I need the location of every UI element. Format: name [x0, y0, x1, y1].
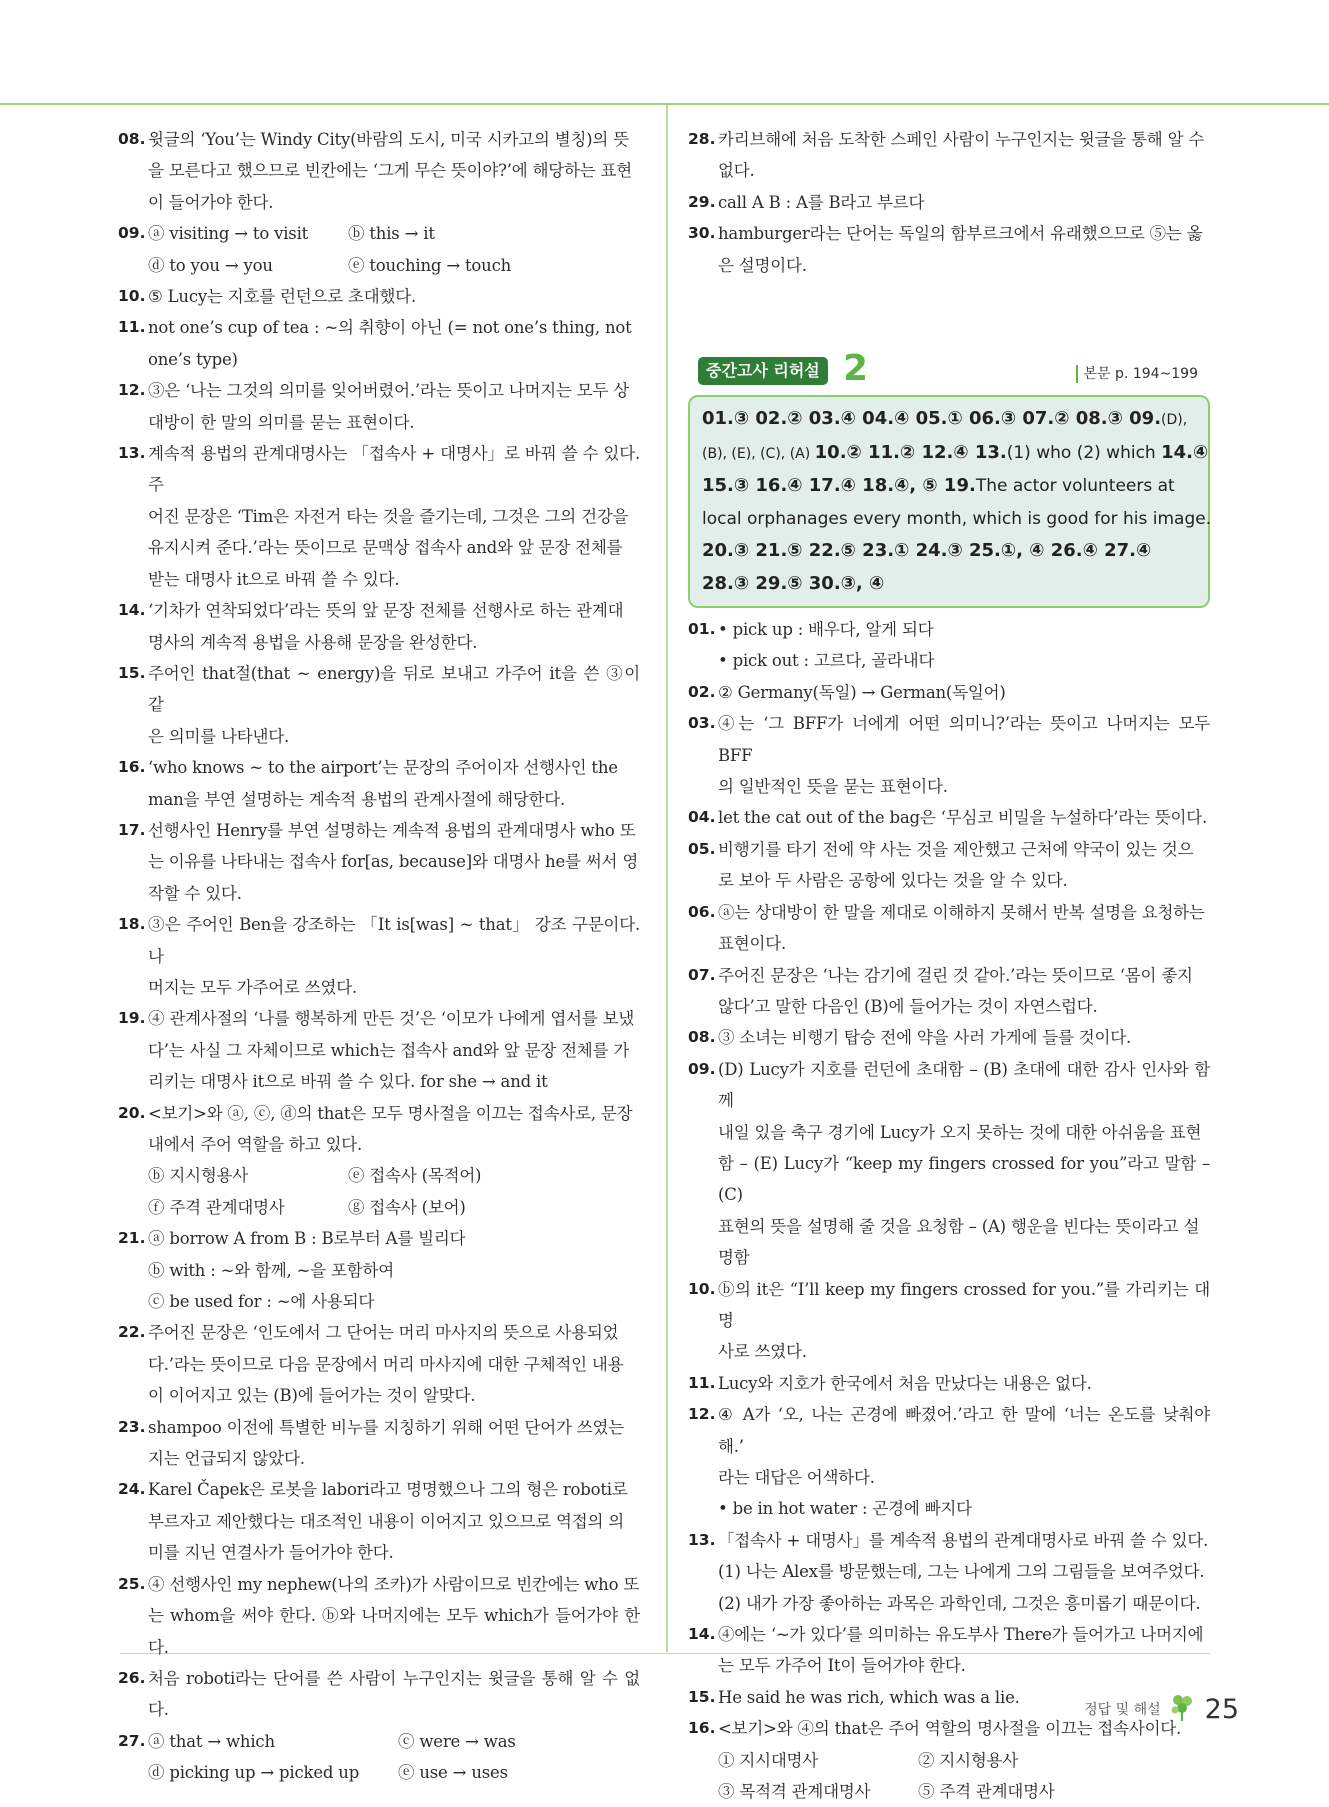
entry-line: 미를 지닌 연결사가 들어가야 한다. [148, 1543, 394, 1563]
entry-line: ④는 ‘그 BFF가 너에게 어떤 의미니?’라는 뜻이고 나머지는 모두 BFF [718, 714, 1210, 765]
entry-line: man을 부연 설명하는 계속적 용법의 관계사절에 해당한다. [148, 789, 566, 809]
answer-entry [118, 375, 640, 438]
answer-entry [688, 897, 1210, 960]
answer-entry [118, 815, 640, 909]
answer-entry [688, 1399, 1210, 1525]
entry-line: 이 이어지고 있는 (B)에 들어가는 것이 알맞다. [148, 1386, 476, 1406]
entry-line: let the cat out of the bag은 ‘무심코 비밀을 누설하다’라는 뜻이다. [718, 808, 1208, 828]
entry-body [718, 1619, 1210, 1682]
answer-segment: (D), [1161, 412, 1188, 429]
answer-entry [688, 834, 1210, 897]
pair-cell: ⓖ 접속사 (보어) [348, 1197, 466, 1217]
entry-line: 「접속사 + 대명사」를 계속적 용법의 관계대명사로 바꿔 쓸 수 있다. [718, 1530, 1209, 1550]
entry-pair [148, 250, 640, 281]
answer-entry [118, 438, 640, 595]
top-rule [0, 103, 1329, 105]
entry-number: 29. [688, 192, 716, 211]
entry-number: 07. [688, 965, 716, 984]
answer-entry [118, 909, 640, 1003]
answer-entry [118, 312, 640, 375]
answer-segment: The actor volunteers at [975, 476, 1175, 497]
entry-number: 24. [118, 1480, 146, 1499]
entry-number: 23. [118, 1417, 146, 1436]
answer-box [688, 395, 1210, 608]
entry-line: • pick up : 배우다, 알게 되다 [718, 620, 934, 640]
entry-body [148, 375, 640, 438]
entry-body [718, 1399, 1210, 1525]
answer-entry [688, 708, 1210, 802]
answer-line [702, 437, 1209, 471]
answer-line [702, 503, 1212, 536]
entry-number: 11. [688, 1373, 716, 1392]
entry-number: 06. [688, 902, 716, 921]
entry-line: ④ 선행사인 my nephew(나의 조카)가 사람이므로 빈칸에는 who 또 [148, 1574, 640, 1594]
pair-cell: ⓑ this → it [348, 224, 435, 244]
answer-entry [118, 1412, 640, 1475]
page-number: 25 [1204, 1693, 1239, 1725]
right-column [688, 124, 1210, 1807]
pair-cell: ⓔ touching → touch [348, 255, 512, 275]
entry-line: 주어진 문장은 ‘나는 감기에 걸린 것 같아.’라는 뜻이므로 ‘몸이 좋지 [718, 965, 1193, 985]
entry-body [718, 1525, 1210, 1619]
entry-body [718, 677, 1210, 708]
entry-number: 26. [118, 1668, 146, 1687]
pair-cell: ⓐ that → which [148, 1731, 275, 1751]
answer-entry [688, 677, 1210, 708]
entry-line: ② Germany(독일) → German(독일어) [718, 682, 1006, 702]
answer-line [702, 470, 1196, 503]
entry-line: 명함 [718, 1248, 750, 1268]
answer-line [702, 403, 1196, 437]
entry-line: not one’s cup of tea : ~의 취향이 아닌 (= not one’s thing, not [148, 318, 632, 338]
entry-number: 14. [118, 601, 146, 620]
entry-body [718, 802, 1210, 833]
entry-line: 부르자고 제안했다는 대조적인 내용이 이어지고 있으므로 역접의 의 [148, 1511, 625, 1531]
entry-line: 는 모두 가주어 It이 들어가야 한다. [718, 1656, 966, 1676]
answer-segment: 01.③ 02.② 03.④ 04.④ 05.① 06.③ 07.② 08.③ 09. [702, 408, 1162, 430]
entry-line: He said he was rich, which was a lie. [718, 1687, 1020, 1707]
pair-cell: ⓓ picking up → picked up [148, 1763, 360, 1783]
entry-line: 은 의미를 나타낸다. [148, 726, 290, 746]
entry-line: 명사의 계속적 용법을 사용해 문장을 완성한다. [148, 632, 478, 652]
entry-number: 05. [688, 839, 716, 858]
entry-line: 라는 대답은 어색하다. [718, 1468, 875, 1487]
entry-body [718, 187, 1210, 218]
entry-line: <보기>와 ④의 that은 주어 역할의 명사절을 이끄는 접속사이다. [718, 1719, 1182, 1739]
answer-segment: (1) who (2) which [1006, 442, 1162, 463]
entry-line: 내일 있을 축구 경기에 Lucy가 오지 못하는 것에 대한 아쉬움을 표현 [718, 1122, 1202, 1142]
entry-body [148, 909, 640, 1003]
entry-line: 없다. [718, 161, 755, 181]
entry-number: 15. [118, 663, 146, 682]
answer-entry [688, 1713, 1210, 1807]
entry-line: 윗글의 ‘You’는 Windy City(바람의 도시, 미국 시카고의 별칭)의 뜻 [148, 130, 629, 149]
entry-line: 리키는 대명사 it으로 바꿔 쓸 수 있다. for she → and it [148, 1072, 548, 1092]
entry-line: 내에서 주어 역할을 하고 있다. [148, 1135, 363, 1154]
entry-line: call A B : A를 B라고 부르다 [718, 192, 925, 212]
entry-body [718, 614, 1210, 677]
entry-body [148, 281, 640, 312]
entry-line: 작할 수 있다. [148, 883, 242, 903]
pair-cell: ⓕ 주격 관계대명사 [148, 1197, 285, 1217]
entry-line: ④에는 ‘~가 있다’를 의미하는 유도부사 There가 들어가고 나머지에 [718, 1625, 1204, 1645]
pair-cell: ⓒ were → was [398, 1731, 516, 1751]
entry-number: 08. [118, 130, 146, 148]
entry-line: 머지는 모두 가주어로 쓰였다. [148, 977, 358, 997]
answer-entry [688, 1368, 1210, 1399]
entry-body [148, 1223, 640, 1317]
pair-cell: ② 지시형용사 [918, 1750, 1019, 1770]
answer-entry [118, 281, 640, 312]
entry-body [718, 1054, 1210, 1274]
entry-body [718, 960, 1210, 1023]
entry-line: 지는 언급되지 않았다. [148, 1449, 305, 1469]
entry-line: (2) 내가 가장 좋아하는 과목은 과학인데, 그것은 흥미롭기 때문이다. [718, 1593, 1201, 1613]
entry-line: 계속적 용법의 관계대명사는 「접속사 + 대명사」로 바꿔 쓸 수 있다. 주 [148, 444, 640, 495]
left-column [118, 124, 640, 1789]
entry-line: 이 들어가야 한다. [148, 192, 274, 212]
entry-number: 01. [688, 620, 716, 639]
entry-line: 대방이 한 말의 의미를 묻는 표현이다. [148, 412, 415, 432]
entry-number: 17. [118, 820, 146, 839]
entry-line: ⓒ be used for : ~에 사용되다 [148, 1292, 375, 1312]
pair-cell: ③ 목적격 관계대명사 [718, 1782, 871, 1802]
entry-body [718, 1713, 1210, 1807]
entry-body [148, 595, 640, 658]
entry-line: 주어인 that절(that ~ energy)을 뒤로 보내고 가주어 it을 쓴 ③이 같 [148, 663, 640, 715]
entry-body [148, 658, 640, 752]
answer-entry [118, 124, 640, 218]
entry-number: 09. [118, 224, 146, 243]
entry-pair [148, 1726, 640, 1757]
entry-number: 15. [688, 1687, 716, 1706]
right-bottom-entries [688, 614, 1210, 1807]
entry-number: 10. [688, 1279, 716, 1298]
entry-line: ‘who knows ~ to the airport’는 문장의 주어이자 선행사인 the [148, 758, 618, 778]
entry-number: 04. [688, 808, 716, 827]
answer-entry [688, 802, 1210, 833]
entry-number: 12. [688, 1405, 716, 1424]
rehearsal-header [688, 348, 1210, 395]
entry-body [718, 1274, 1210, 1368]
entry-body [148, 218, 640, 281]
pair-cell: ⓑ 지시형용사 [148, 1166, 249, 1186]
answer-entry [688, 124, 1210, 187]
entry-line: ⓑ with : ~와 함께, ~을 포함하여 [148, 1260, 394, 1280]
entry-pair [718, 1776, 1210, 1807]
entry-number: 11. [118, 318, 146, 337]
entry-line: (D) Lucy가 지호를 런던에 초대함 – (B) 초대에 대한 감사 인사와 함께 [718, 1059, 1210, 1111]
entry-number: 02. [688, 682, 716, 701]
answer-segment: 20.③ 21.⑤ 22.⑤ 23.① 24.③ 25.①, ④ 26.④ 27.④ [702, 540, 1152, 562]
entry-number: 12. [118, 381, 146, 400]
entry-body [148, 124, 640, 218]
entry-line: 은 설명이다. [718, 255, 807, 275]
answer-entry [118, 595, 640, 658]
answer-line [702, 535, 1196, 568]
entry-line: <보기>와 ⓐ, ⓒ, ⓓ의 that은 모두 명사절을 이끄는 접속사로, 문장 [148, 1103, 633, 1123]
entry-line: ⓐ borrow A from B : B로부터 A를 빌리다 [148, 1229, 466, 1249]
entry-line: • be in hot water : 곤경에 빠지다 [718, 1499, 972, 1519]
answer-entry [688, 1054, 1210, 1274]
entry-pair [718, 1745, 1210, 1776]
entry-line: 는 이유를 나타내는 접속사 for[as, because]와 대명사 he를 써서 영 [148, 852, 639, 872]
answer-entry [118, 752, 640, 815]
entry-line: ③은 ‘나는 그것의 의미를 잊어버렸어.’라는 뜻이고 나머지는 모두 상 [148, 381, 630, 401]
pair-cell: ⓔ 접속사 (목적어) [348, 1166, 482, 1186]
entry-body [148, 815, 640, 909]
answer-entry [688, 1022, 1210, 1053]
entry-body [148, 1726, 640, 1789]
entry-body [148, 1003, 640, 1097]
entry-line: shampoo 이전에 특별한 비누를 지칭하기 위해 어떤 단어가 쓰였는 [148, 1417, 624, 1437]
answer-segment: 10.② 11.② 12.④ 13. [814, 441, 1007, 463]
answer-entry [118, 1726, 640, 1789]
entry-line: 주어진 문장은 ‘인도에서 그 단어는 머리 마사지의 뜻으로 사용되었 [148, 1323, 619, 1343]
answer-segment: 15.③ 16.④ 17.④ 18.④, ⑤ 19. [702, 475, 976, 497]
entry-body [718, 834, 1210, 897]
entry-number: 27. [118, 1731, 146, 1750]
entry-line: ④ A가 ‘오, 나는 곤경에 빠졌어.’라고 한 말에 ‘너는 온도를 낮춰야 해.’ [718, 1405, 1210, 1456]
entry-line: 사로 쓰였다. [718, 1342, 807, 1362]
entry-number: 14. [688, 1625, 716, 1644]
answer-segment: local orphanages every month, which is good for his image. [702, 508, 1212, 529]
entry-line: 표현이다. [718, 934, 787, 954]
answer-entry [118, 1098, 640, 1224]
entry-line: Lucy와 지호가 한국에서 처음 만났다는 내용은 없다. [718, 1373, 1092, 1393]
entry-body [148, 752, 640, 815]
answer-line [702, 568, 1196, 601]
entry-line: ‘기차가 연착되었다’라는 뜻의 앞 문장 전체를 선행사로 하는 관계대 [148, 601, 624, 621]
answer-entry [118, 1003, 640, 1097]
entry-line: 다.’라는 뜻이므로 다음 문장에서 머리 마사지에 대한 구체적인 내용 [148, 1354, 624, 1374]
answer-entry [688, 1274, 1210, 1368]
entry-body [718, 1368, 1210, 1399]
pair-cell: ⓐ visiting → to visit [148, 224, 309, 244]
entry-line: ③ 소녀는 비행기 탑승 전에 약을 사러 가게에 들를 것이다. [718, 1028, 1132, 1048]
entry-number: 20. [118, 1103, 146, 1122]
entry-line: 비행기를 타기 전에 약 사는 것을 제안했고 근처에 약국이 있는 것으 [718, 839, 1194, 859]
entry-line: 유지시켜 준다.’라는 뜻이므로 문맥상 접속사 and와 앞 문장 전체를 [148, 538, 623, 558]
entry-line: ⓑ의 it은 “I’ll keep my fingers crossed for you.”를 가리키는 대명 [718, 1279, 1210, 1330]
answer-entry [118, 1223, 640, 1317]
answer-entry [118, 1474, 640, 1568]
entry-line: Karel Čapek은 로봇을 labori라고 명명했으나 그의 형은 roboti로 [148, 1480, 628, 1500]
answer-entry [688, 1619, 1210, 1682]
answer-segment: 28.③ 29.⑤ 30.③, ④ [702, 572, 885, 594]
answer-entry [118, 658, 640, 752]
entry-line: 을 모른다고 했으므로 빈칸에는 ‘그게 무슨 뜻이야?’에 해당하는 표현 [148, 161, 633, 181]
entry-number: 13. [118, 444, 146, 463]
entry-body [718, 124, 1210, 187]
entry-line: 카리브해에 처음 도착한 스페인 사람이 누구인지는 윗글을 통해 알 수 [718, 130, 1205, 149]
answer-segment: 14.④ [1161, 441, 1209, 463]
answer-segment: (B), (E), (C), (A) [702, 445, 815, 462]
entry-line: (1) 나는 Alex를 방문했는데, 그는 나에게 그의 그림들을 보여주었다. [718, 1562, 1205, 1582]
footer-label: 정답 및 해설 [1084, 1702, 1161, 1718]
entry-body [718, 1022, 1210, 1053]
answer-entry [118, 1317, 640, 1411]
rehearsal-page-ref: 본문 p. 194~199 [1076, 365, 1198, 383]
pair-cell: ⓔ use → uses [398, 1763, 508, 1783]
entry-line: 로 보아 두 사람은 공항에 있다는 것을 알 수 있다. [718, 871, 1068, 891]
entry-number: 25. [118, 1574, 146, 1593]
entry-body [718, 708, 1210, 802]
entry-line: ⑤ Lucy는 지호를 런던으로 초대했다. [148, 287, 417, 307]
answer-entry [118, 218, 640, 281]
entry-line: 처음 roboti라는 단어를 쓴 사람이 누구인지는 윗글을 통해 알 수 없다. [148, 1668, 640, 1720]
entry-line: one’s type) [148, 349, 238, 369]
right-top-entries [688, 124, 1210, 281]
entry-body [718, 218, 1210, 281]
answer-entry [688, 614, 1210, 677]
rehearsal-number: 2 [843, 348, 869, 390]
leaf-cluster-icon [1169, 1692, 1195, 1726]
entry-line: ④ 관계사절의 ‘나를 행복하게 만든 것’은 ‘이모가 나에게 엽서를 보냈 [148, 1009, 635, 1029]
entry-line: 않다’고 말한 다음인 (B)에 들어가는 것이 자연스럽다. [718, 996, 1098, 1016]
entry-line: • pick out : 고르다, 골라내다 [718, 651, 935, 671]
entry-number: 19. [118, 1009, 146, 1028]
rehearsal-badge: 중간고사 리허설 [698, 357, 828, 385]
pair-cell: ① 지시대명사 [718, 1750, 819, 1770]
column-divider [666, 105, 668, 1652]
entry-body [148, 1569, 640, 1663]
entry-line: 표현의 뜻을 설명해 줄 것을 요청함 – (A) 행운을 빈다는 뜻이라고 설 [718, 1216, 1200, 1236]
footer [1084, 1692, 1239, 1726]
pair-cell: ⑤ 주격 관계대명사 [918, 1782, 1055, 1802]
answer-entry [688, 218, 1210, 281]
entry-pair [148, 218, 640, 249]
entry-line: 어진 문장은 ‘Tim은 자전거 타는 것을 즐기는데, 그것은 그의 건강을 [148, 506, 629, 526]
entry-number: 09. [688, 1059, 716, 1078]
entry-body [718, 897, 1210, 960]
answer-entry [688, 187, 1210, 218]
entry-line: 선행사인 Henry를 부연 설명하는 계속적 용법의 관계대명사 who 또 [148, 820, 636, 840]
answer-entry [118, 1663, 640, 1726]
entry-number: 21. [118, 1229, 146, 1248]
entry-line: 는 whom을 써야 한다. ⓑ와 나머지에는 모두 which가 들어가야 한다. [148, 1606, 640, 1657]
entry-body [148, 1663, 640, 1726]
entry-body [148, 1098, 640, 1224]
entry-line: 함 – (E) Lucy가 “keep my fingers crossed for you”라고 말함 – (C) [718, 1153, 1210, 1205]
entry-number: 10. [118, 287, 146, 306]
entry-body [148, 1474, 640, 1568]
entry-number: 03. [688, 714, 716, 733]
entry-number: 13. [688, 1530, 716, 1549]
entry-number: 08. [688, 1028, 716, 1047]
entry-body [148, 312, 640, 375]
entry-body [148, 1317, 640, 1411]
entry-body [148, 438, 640, 595]
entry-number: 18. [118, 915, 146, 934]
entry-line: 의 일반적인 뜻을 묻는 표현이다. [718, 777, 948, 797]
entry-number: 16. [118, 758, 146, 777]
entry-line: ③은 주어인 Ben을 강조하는 「It is[was] ~ that」 강조 구문이다. 나 [148, 915, 640, 966]
answer-entry [688, 1525, 1210, 1619]
entry-number: 16. [688, 1719, 716, 1738]
entry-pair [148, 1192, 640, 1223]
entry-line: ⓐ는 상대방이 한 말을 제대로 이해하지 못해서 반복 설명을 요청하는 [718, 902, 1205, 922]
entry-number: 28. [688, 130, 716, 148]
entry-pair [148, 1757, 640, 1788]
entry-number: 30. [688, 224, 716, 243]
entry-number: 22. [118, 1323, 146, 1342]
answer-entry [118, 1569, 640, 1663]
entry-line: hamburger라는 단어는 독일의 함부르크에서 유래했으므로 ⑤는 옳 [718, 224, 1203, 244]
entry-pair [148, 1160, 640, 1191]
entry-body [148, 1412, 640, 1475]
entry-line: 받는 대명사 it으로 바꿔 쓸 수 있다. [148, 569, 400, 589]
answer-entry [688, 960, 1210, 1023]
entry-line: 다’는 사실 그 자체이므로 which는 접속사 and와 앞 문장 전체를 가 [148, 1040, 630, 1060]
pair-cell: ⓓ to you → you [148, 255, 273, 275]
